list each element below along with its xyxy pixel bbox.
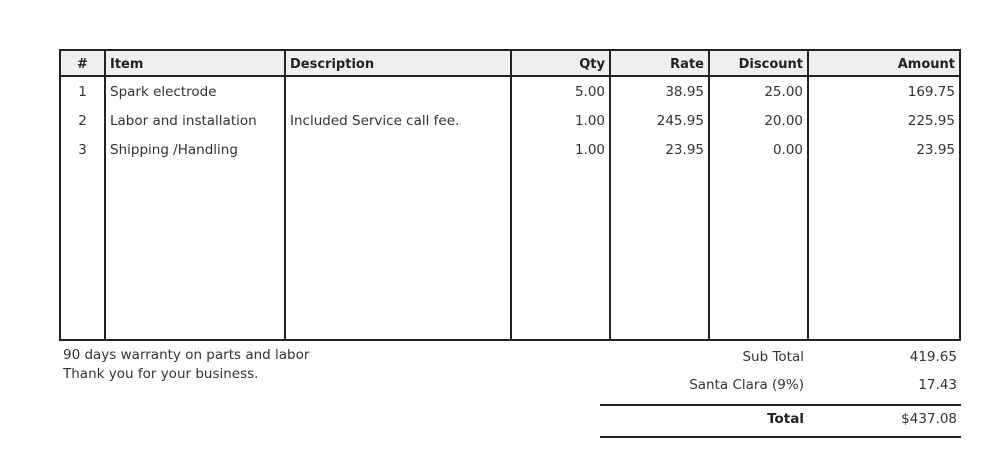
subtotal-value: 419.65 xyxy=(909,349,957,365)
total-bottom-rule xyxy=(600,436,961,438)
invoice-notes xyxy=(63,346,309,384)
header-number: # xyxy=(61,51,105,76)
header-discount: Discount xyxy=(709,51,808,76)
row-rate: 245.95 xyxy=(610,106,709,135)
header-amount: Amount xyxy=(808,51,959,76)
row-number: 3 xyxy=(78,141,87,158)
row-item: Labor and installation xyxy=(105,106,285,135)
total-row xyxy=(600,406,961,436)
row-description xyxy=(285,135,511,164)
row-item: Spark electrode xyxy=(105,76,285,106)
header-qty: Qty xyxy=(511,51,610,76)
header-description: Description xyxy=(285,51,511,76)
header-rate: Rate xyxy=(610,51,709,76)
header-item: Item xyxy=(105,51,285,76)
row-rate: 23.95 xyxy=(610,135,709,164)
row-description xyxy=(285,76,511,106)
row-amount: 225.95 xyxy=(808,106,959,135)
table-row xyxy=(61,106,959,135)
row-amount: 23.95 xyxy=(808,135,959,164)
row-number: 2 xyxy=(78,112,87,129)
tax-row xyxy=(600,372,961,400)
row-rate: 38.95 xyxy=(610,76,709,106)
table-row xyxy=(61,135,959,164)
totals-block xyxy=(600,344,961,438)
thank-you-note: Thank you for your business. xyxy=(63,366,259,382)
table-header-row xyxy=(61,51,959,76)
total-label: Total xyxy=(767,411,804,427)
table-row xyxy=(61,76,959,106)
row-description: Included Service call fee. xyxy=(285,106,511,135)
table-empty-space xyxy=(61,164,959,339)
line-items-table xyxy=(59,49,961,341)
row-number: 1 xyxy=(78,83,87,100)
row-amount: 169.75 xyxy=(808,76,959,106)
subtotal-row xyxy=(600,344,961,372)
row-qty: 1.00 xyxy=(511,106,610,135)
row-discount: 20.00 xyxy=(709,106,808,135)
warranty-note: 90 days warranty on parts and labor xyxy=(63,347,310,363)
row-qty: 1.00 xyxy=(511,135,610,164)
row-discount: 25.00 xyxy=(709,76,808,106)
row-item: Shipping /Handling xyxy=(105,135,285,164)
total-value: $437.08 xyxy=(901,411,957,427)
tax-value: 17.43 xyxy=(918,377,957,393)
subtotal-label: Sub Total xyxy=(742,349,804,365)
row-discount: 0.00 xyxy=(709,135,808,164)
tax-label: Santa Clara (9%) xyxy=(689,377,804,393)
row-qty: 5.00 xyxy=(511,76,610,106)
items-table-grid xyxy=(61,51,959,339)
